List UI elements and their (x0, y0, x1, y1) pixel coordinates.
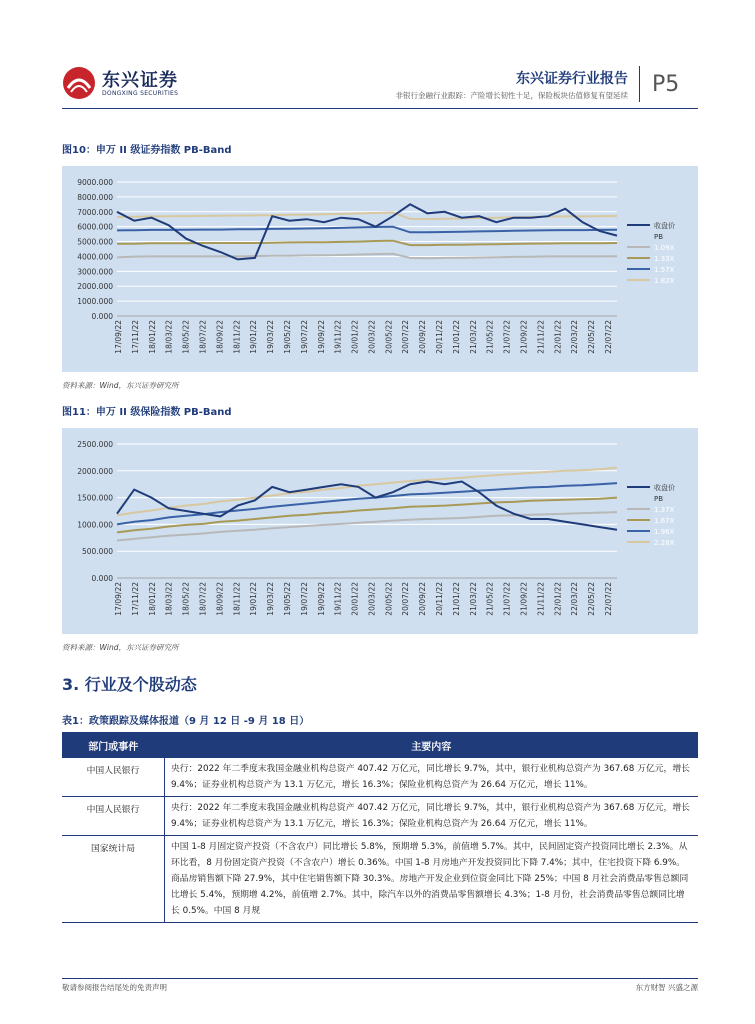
x-tick-label: 17/11/22 (130, 582, 140, 616)
x-tick-label: 17/09/22 (114, 320, 123, 354)
x-tick-label: 20/05/22 (384, 582, 394, 616)
logo-icon (62, 66, 96, 100)
row-content: 央行：2022 年二季度末我国金融业机构总资产 407.42 万亿元，同比增长 9.7%，其中，银行业机构总资产为 367.68 万亿元，增长 9.4%；证券业机构总资产为 13.1 万亿元，增长 16.3%；保险业机构总资产为 26.64 万亿元，增长 11%。 (165, 797, 699, 836)
x-tick-label: 19/05/22 (282, 320, 292, 354)
y-tick-label: 1500.000 (77, 493, 113, 503)
column-header-dept: 部门或事件 (62, 732, 165, 758)
x-tick-label: 17/09/22 (114, 582, 123, 616)
x-tick-label: 18/07/22 (198, 320, 208, 354)
y-tick-label: 1000.000 (77, 520, 113, 530)
table-row (62, 758, 698, 797)
x-tick-label: 20/03/22 (367, 582, 377, 616)
x-tick-label: 21/03/22 (468, 320, 478, 354)
x-tick-label: 22/07/22 (604, 582, 613, 616)
x-tick-label: 20/03/22 (367, 320, 377, 354)
row-dept: 中国人民银行 (62, 758, 165, 797)
x-tick-label: 18/01/22 (147, 582, 157, 616)
table-header-row (62, 732, 698, 758)
footer-rule (62, 978, 698, 979)
x-tick-label: 21/11/22 (536, 582, 546, 616)
x-tick-label: 22/03/22 (570, 320, 580, 354)
x-tick-label: 21/03/22 (468, 582, 478, 616)
row-content: 中国 1-8 月固定资产投资（不含农户）同比增长 5.8%，预期增 5.3%，前值增 5.7%。其中，民间固定资产投资同比增长 2.3%。从环比看，8 月份固定资产投资（不含农户）增长 0.36%。中国 1-8 月房地产开发投资同比下降 7.4%；其中，住宅投资下降 6.9%。商品房销售额下降 27.9%，其中住宅销售额下降 30.3%。房地产开发企业到位资金同比下降 25%；中国 8 月社会消费品零售总额同比增长 5.4%，预期增 4.2%，前值增 2.7%。其中，除汽车以外的消费品零售额增长 4.3%；1-8 月份，社会消费品零售总额同比增长 0.5%。中国 8 月规 (165, 836, 699, 923)
x-tick-label: 20/01/22 (350, 582, 360, 616)
y-tick-label: 4000.000 (77, 252, 113, 262)
x-tick-label: 20/09/22 (418, 320, 428, 354)
x-tick-label: 19/03/22 (266, 320, 276, 354)
y-tick-label: 9000.000 (77, 178, 113, 187)
x-tick-label: 19/01/22 (249, 582, 259, 616)
y-tick-label: 0.000 (91, 574, 113, 583)
legend-label: 1.37X (654, 506, 675, 514)
header-rule (62, 108, 698, 109)
x-tick-label: 21/05/22 (485, 320, 495, 354)
x-tick-label: 20/01/22 (350, 320, 360, 354)
x-tick-label: 18/07/22 (198, 582, 208, 616)
x-tick-label: 21/07/22 (502, 320, 512, 354)
x-tick-label: 19/07/22 (299, 320, 309, 354)
x-tick-label: 18/03/22 (164, 582, 174, 616)
y-tick-label: 6000.000 (77, 222, 113, 232)
legend-label: 1.82X (654, 277, 675, 285)
x-tick-label: 18/09/22 (215, 320, 225, 354)
x-tick-label: 20/07/22 (401, 320, 411, 354)
legend-label: PB (654, 233, 664, 241)
legend-label: 2.28X (654, 539, 675, 547)
x-tick-label: 20/11/22 (435, 320, 445, 354)
x-tick-label: 22/05/22 (587, 320, 597, 354)
logo-text: 东兴证券 (102, 70, 178, 91)
y-tick-label: 5000.000 (77, 237, 113, 247)
x-tick-label: 21/01/22 (451, 582, 461, 616)
table-row (62, 836, 698, 923)
report-subtitle: 非银行金融行业跟踪：产险增长韧性十足，保险板块估值修复有望延续 (395, 91, 628, 100)
legend-label: 收盘价 (654, 222, 675, 230)
table-title: 表1：政策跟踪及媒体报道（9 月 12 日 -9 月 18 日） (62, 716, 310, 727)
header-divider (639, 66, 640, 102)
x-tick-label: 22/01/22 (553, 582, 563, 616)
x-tick-label: 22/05/22 (587, 582, 597, 616)
legend-label: 1.57X (654, 266, 675, 274)
y-tick-label: 2500.000 (77, 440, 113, 449)
x-tick-label: 21/01/22 (451, 320, 461, 354)
legend-label: 1.67X (654, 517, 675, 525)
x-tick-label: 22/03/22 (570, 582, 580, 616)
y-tick-label: 7000.000 (77, 207, 113, 217)
x-tick-label: 19/05/22 (282, 582, 292, 616)
x-tick-label: 18/05/22 (181, 582, 191, 616)
legend-label: 1.09X (654, 244, 675, 252)
section-heading: 3. 行业及个股动态 (62, 675, 197, 694)
y-tick-label: 8000.000 (77, 192, 113, 202)
column-header-content: 主要内容 (165, 732, 699, 758)
figure-10-title: 图10：申万 II 级证券指数 PB-Band (62, 145, 232, 156)
chart-11-panel (62, 428, 698, 634)
chart-securities-pb-band (62, 166, 698, 372)
footer-slogan: 东方财智 兴盛之源 (635, 983, 698, 992)
y-tick-label: 0.000 (91, 312, 113, 321)
x-tick-label: 20/05/22 (384, 320, 394, 354)
x-tick-label: 21/09/22 (519, 320, 529, 354)
figure-11-title: 图11：申万 II 级保险指数 PB-Band (62, 407, 232, 418)
legend-label: 1.96X (654, 528, 675, 536)
chart-insurance-pb-band (62, 428, 698, 634)
legend-label: 1.33X (654, 255, 675, 263)
x-tick-label: 22/01/22 (553, 319, 563, 354)
legend-label: PB (654, 495, 664, 503)
x-tick-label: 18/03/22 (164, 320, 174, 354)
y-tick-label: 500.000 (81, 547, 113, 557)
logo-subtext: DONGXING SECURITIES (102, 90, 179, 97)
plot-area (117, 182, 617, 316)
x-tick-label: 19/01/22 (249, 320, 259, 354)
y-tick-label: 2000.000 (77, 282, 113, 292)
x-tick-label: 18/05/22 (181, 320, 191, 354)
x-tick-label: 21/05/22 (485, 582, 495, 616)
x-tick-label: 19/09/22 (316, 320, 326, 354)
policy-table (62, 732, 698, 923)
x-tick-label: 19/11/22 (333, 582, 343, 616)
page-number: P5 (652, 72, 680, 97)
y-tick-label: 2000.000 (77, 466, 113, 476)
x-tick-label: 20/07/22 (401, 582, 411, 616)
x-tick-label: 19/11/22 (333, 320, 343, 354)
figure-10-source: 资料来源：Wind，东兴证券研究所 (62, 381, 179, 390)
x-tick-label: 19/03/22 (266, 582, 276, 616)
y-tick-label: 1000.000 (77, 297, 113, 307)
row-dept: 中国人民银行 (62, 797, 165, 836)
x-tick-label: 18/09/22 (215, 582, 225, 616)
y-tick-label: 3000.000 (77, 267, 113, 277)
x-tick-label: 21/11/22 (536, 320, 546, 354)
x-tick-label: 21/09/22 (519, 582, 529, 616)
figure-11-source: 资料来源：Wind，东兴证券研究所 (62, 643, 179, 652)
footer-disclaimer: 敬请参阅报告结尾处的免责声明 (62, 983, 167, 992)
legend-label: 收盘价 (654, 484, 675, 492)
row-dept: 国家统计局 (62, 836, 165, 923)
x-tick-label: 22/07/22 (604, 320, 613, 354)
chart-10-panel (62, 166, 698, 372)
x-tick-label: 17/11/22 (130, 320, 140, 354)
row-content: 央行：2022 年二季度末我国金融业机构总资产 407.42 万亿元，同比增长 9.7%，其中，银行业机构总资产为 367.68 万亿元，增长 9.4%；证券业机构总资产为 13.1 万亿元，增长 16.3%；保险业机构总资产为 26.64 万亿元，增长 11%。 (165, 758, 699, 797)
report-type: 东兴证券行业报告 (516, 71, 628, 87)
x-tick-label: 20/11/22 (435, 582, 445, 616)
x-tick-label: 21/07/22 (502, 582, 512, 616)
x-tick-label: 19/07/22 (299, 582, 309, 616)
x-tick-label: 19/09/22 (316, 582, 326, 616)
x-tick-label: 20/09/22 (418, 582, 428, 616)
table-row (62, 797, 698, 836)
x-tick-label: 18/11/22 (232, 320, 242, 354)
x-tick-label: 18/11/22 (232, 582, 242, 616)
x-tick-label: 18/01/22 (147, 320, 157, 354)
